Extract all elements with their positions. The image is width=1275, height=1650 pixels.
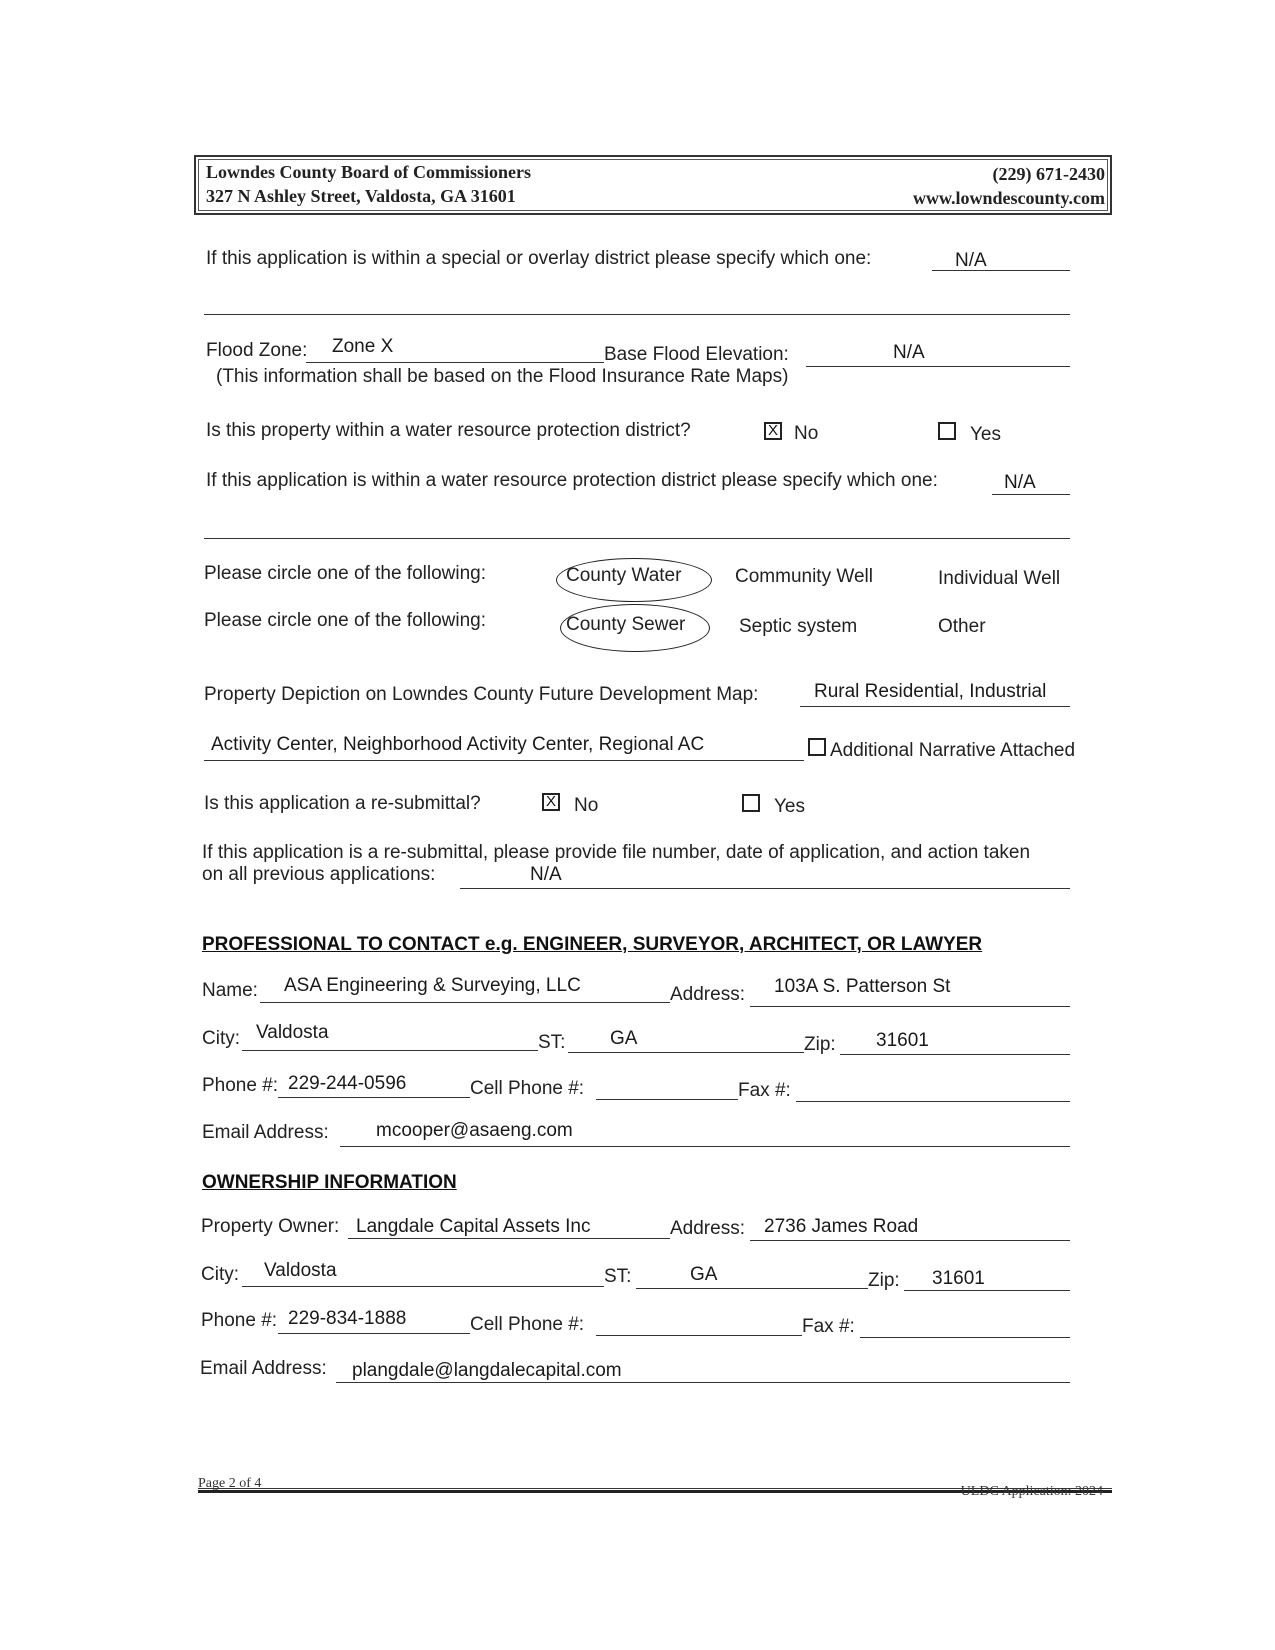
base-flood-elevation-label: Base Flood Elevation: bbox=[604, 344, 789, 365]
pro-st-field[interactable] bbox=[568, 1052, 804, 1053]
owner-email-label: Email Address: bbox=[200, 1358, 327, 1379]
pro-email-label: Email Address: bbox=[202, 1122, 329, 1143]
pro-phone-field[interactable] bbox=[278, 1097, 470, 1098]
water-district-yes-label: Yes bbox=[970, 424, 1001, 445]
resubmittal-details-line1: If this application is a re-submittal, please provide file number, date of application, and action taken bbox=[202, 842, 1031, 863]
sewer-option-county-sewer[interactable]: County Sewer bbox=[566, 614, 686, 635]
pro-phone-value: 229-244-0596 bbox=[288, 1073, 407, 1094]
fdm-label: Property Depiction on Lowndes County Future Development Map: bbox=[204, 684, 759, 705]
sewer-label: Please circle one of the following: bbox=[204, 610, 486, 631]
resubmittal-details-field[interactable] bbox=[460, 888, 1070, 889]
owner-city-label: City: bbox=[201, 1264, 239, 1285]
owner-fax-field[interactable] bbox=[860, 1337, 1070, 1338]
owner-city-value: Valdosta bbox=[264, 1260, 337, 1281]
org-name: Lowndes County Board of Commissioners bbox=[206, 162, 532, 182]
fdm-field-line2[interactable] bbox=[204, 760, 804, 761]
owner-phone-field[interactable] bbox=[278, 1333, 470, 1334]
owner-email-value: plangdale@langdalecapital.com bbox=[352, 1360, 622, 1381]
base-flood-elevation-field[interactable] bbox=[806, 366, 1070, 367]
pro-address-field[interactable] bbox=[750, 1006, 1070, 1007]
water-supply-option-county-water[interactable]: County Water bbox=[566, 565, 682, 586]
water-supply-option-community-well[interactable]: Community Well bbox=[735, 566, 873, 587]
owner-address-label: Address: bbox=[670, 1218, 745, 1239]
resubmittal-question: Is this application a re-submittal? bbox=[204, 793, 481, 814]
owner-st-value: GA bbox=[690, 1264, 718, 1285]
org-address: 327 N Ashley Street, Valdosta, GA 31601 bbox=[206, 186, 516, 206]
base-flood-elevation-value: N/A bbox=[893, 342, 925, 363]
professional-heading: PROFESSIONAL TO CONTACT e.g. ENGINEER, SURVEYOR, ARCHITECT, OR LAWYER bbox=[202, 934, 983, 955]
narrative-attached-checkbox[interactable] bbox=[808, 738, 826, 756]
owner-st-field[interactable] bbox=[636, 1288, 868, 1289]
pro-email-value: mcooper@asaeng.com bbox=[376, 1120, 573, 1141]
owner-phone-value: 229-834-1888 bbox=[288, 1308, 407, 1329]
narrative-attached-label: Additional Narrative Attached bbox=[830, 740, 1076, 761]
water-district-specify-field[interactable] bbox=[992, 494, 1070, 495]
fdm-value-line2: Activity Center, Neighborhood Activity Center, Regional AC bbox=[211, 734, 705, 755]
pro-city-field[interactable] bbox=[242, 1050, 538, 1051]
resubmittal-details-line2: on all previous applications: bbox=[202, 864, 436, 885]
overlay-district-extra-line[interactable] bbox=[204, 314, 1070, 315]
org-website: www.lowndescounty.com bbox=[912, 188, 1105, 208]
ownership-heading: OWNERSHIP INFORMATION bbox=[202, 1172, 457, 1193]
pro-zip-label: Zip: bbox=[804, 1034, 836, 1055]
water-supply-label: Please circle one of the following: bbox=[204, 563, 486, 584]
pro-fax-label: Fax #: bbox=[738, 1080, 791, 1101]
fdm-value-line1: Rural Residential, Industrial bbox=[814, 681, 1047, 702]
pro-city-label: City: bbox=[202, 1028, 240, 1049]
owner-city-field[interactable] bbox=[242, 1286, 604, 1287]
owner-address-value: 2736 James Road bbox=[764, 1216, 919, 1237]
owner-label: Property Owner: bbox=[201, 1216, 340, 1237]
resubmittal-yes-label: Yes bbox=[774, 796, 805, 817]
pro-email-field[interactable] bbox=[340, 1146, 1070, 1147]
flood-zone-field[interactable] bbox=[306, 362, 604, 363]
owner-zip-value: 31601 bbox=[932, 1268, 985, 1289]
footer-page-number: Page 2 of 4 bbox=[198, 1476, 262, 1491]
pro-address-label: Address: bbox=[670, 984, 745, 1005]
water-district-no-label: No bbox=[794, 423, 819, 444]
water-district-specify-value: N/A bbox=[1004, 472, 1036, 493]
owner-cell-field[interactable] bbox=[596, 1335, 802, 1336]
water-district-question: Is this property within a water resource protection district? bbox=[206, 420, 691, 441]
owner-address-field[interactable] bbox=[750, 1240, 1070, 1241]
owner-zip-label: Zip: bbox=[868, 1270, 900, 1291]
pro-phone-label: Phone #: bbox=[202, 1075, 279, 1096]
owner-value: Langdale Capital Assets Inc bbox=[356, 1216, 591, 1237]
flood-note: (This information shall be based on the Flood Insurance Rate Maps) bbox=[216, 366, 789, 387]
pro-cell-label: Cell Phone #: bbox=[470, 1078, 585, 1099]
sewer-option-septic[interactable]: Septic system bbox=[739, 616, 858, 637]
resubmittal-yes-checkbox[interactable] bbox=[742, 794, 760, 812]
pro-st-value: GA bbox=[610, 1028, 638, 1049]
pro-zip-value: 31601 bbox=[876, 1030, 929, 1051]
water-district-specify-label: If this application is within a water resource protection district please specify which one: bbox=[206, 470, 938, 491]
flood-zone-label: Flood Zone: bbox=[206, 340, 308, 361]
pro-address-value: 103A S. Patterson St bbox=[774, 976, 951, 997]
resubmittal-no-checkbox[interactable]: X bbox=[542, 793, 560, 811]
sewer-option-other[interactable]: Other bbox=[938, 616, 986, 637]
pro-cell-field[interactable] bbox=[596, 1099, 738, 1100]
overlay-district-field[interactable] bbox=[932, 270, 1070, 271]
water-district-yes-checkbox[interactable] bbox=[938, 422, 956, 440]
water-district-no-checkbox[interactable]: X bbox=[764, 422, 782, 440]
footer-document-id: ULDC Application: 2024 bbox=[960, 1484, 1103, 1499]
water-supply-option-individual-well[interactable]: Individual Well bbox=[938, 568, 1061, 589]
overlay-district-value: N/A bbox=[955, 250, 987, 271]
pro-name-label: Name: bbox=[202, 980, 258, 1001]
water-district-extra-line[interactable] bbox=[204, 538, 1070, 539]
pro-zip-field[interactable] bbox=[840, 1054, 1070, 1055]
owner-cell-label: Cell Phone #: bbox=[470, 1314, 585, 1335]
owner-zip-field[interactable] bbox=[904, 1290, 1070, 1291]
fdm-field-line1[interactable] bbox=[800, 706, 1070, 707]
flood-zone-value: Zone X bbox=[332, 336, 394, 357]
owner-phone-label: Phone #: bbox=[201, 1310, 278, 1331]
owner-email-field[interactable] bbox=[336, 1382, 1070, 1383]
pro-st-label: ST: bbox=[538, 1032, 566, 1053]
overlay-district-label: If this application is within a special or overlay district please specify which one: bbox=[206, 248, 872, 269]
pro-fax-field[interactable] bbox=[796, 1101, 1070, 1102]
pro-city-value: Valdosta bbox=[256, 1022, 329, 1043]
owner-field[interactable] bbox=[348, 1238, 670, 1239]
org-phone: (229) 671-2430 bbox=[992, 164, 1105, 184]
owner-fax-label: Fax #: bbox=[802, 1316, 855, 1337]
owner-st-label: ST: bbox=[604, 1266, 632, 1287]
resubmittal-no-label: No bbox=[574, 795, 599, 816]
pro-name-value: ASA Engineering & Surveying, LLC bbox=[284, 975, 581, 996]
pro-name-field[interactable] bbox=[260, 1002, 670, 1003]
resubmittal-details-value: N/A bbox=[530, 864, 562, 885]
